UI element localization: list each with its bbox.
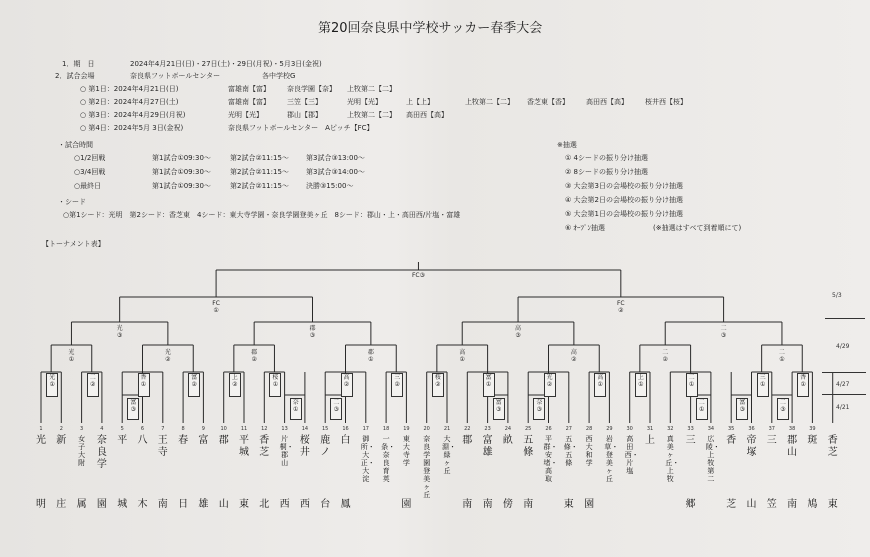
- team-name-bottom: 城: [117, 499, 128, 510]
- r32-match-box: 富 ①: [483, 373, 495, 397]
- qf-match-label: 二 ③: [720, 325, 727, 339]
- team-number: 30: [626, 426, 633, 432]
- team-number: 24: [504, 426, 512, 432]
- team-name: 富雄: [482, 435, 493, 458]
- team-number: 15: [322, 426, 329, 432]
- r32-match-box: 三 ②: [391, 373, 403, 397]
- day-2-venue-6: 香芝東【香】: [527, 98, 569, 106]
- r16-match-label: 光 ①: [68, 349, 75, 363]
- team-name-bottom: 東: [563, 499, 574, 510]
- team-name: 白: [340, 435, 351, 446]
- team-name: 香: [726, 435, 737, 446]
- r1-match-box: 二 ③: [330, 398, 342, 420]
- team-name: 三: [766, 435, 777, 446]
- team-number: 29: [606, 426, 613, 432]
- qf-match-label: 高 ③: [515, 325, 522, 339]
- team-number: 6: [140, 426, 145, 432]
- team-name-bottom: 南: [157, 499, 168, 510]
- team-name: 真美ヶ丘・上牧: [665, 435, 680, 483]
- team-name: 斑: [807, 435, 818, 446]
- team-name-bottom: 郷: [685, 499, 696, 510]
- team-number: 22: [464, 426, 471, 432]
- r16-match-label: 高 ①: [459, 349, 466, 363]
- r16-match-label: 郡 ②: [251, 349, 258, 363]
- round-date: 4/21: [836, 404, 850, 411]
- team-name: 王寺: [157, 435, 168, 458]
- team-name: 畝: [502, 435, 513, 446]
- r32-match-box: 富 ②: [188, 373, 200, 397]
- final-match-label: FC③: [411, 272, 425, 279]
- team-name: 東大寺学: [402, 435, 410, 467]
- time-round-2: ○3/4回戦: [74, 168, 106, 176]
- lottery-5: ⑤ 大会第1日の会場校の振り分け抽選: [565, 210, 683, 218]
- day-2-venue-1: 富雄南【富】: [228, 98, 270, 106]
- team-name-bottom: 笠: [766, 499, 777, 510]
- lottery-note: (※抽選はすべて到着順にて): [653, 224, 742, 232]
- team-name: 香芝: [827, 435, 838, 458]
- team-name-bottom: 雄: [198, 499, 209, 510]
- team-number: 37: [768, 426, 775, 432]
- team-name-bottom: 西: [299, 499, 310, 510]
- team-name: 郡: [462, 435, 473, 446]
- team-name-bottom: 園: [401, 499, 412, 510]
- day-1-venue-3: 上牧第二【二】: [347, 85, 396, 93]
- team-name-bottom: 南: [787, 499, 798, 510]
- day-1-date: ○ 第1日：2024年4月21日(日): [80, 85, 179, 93]
- team-name: 八: [137, 435, 148, 446]
- team-name: 香芝: [259, 435, 270, 458]
- team-number: 14: [301, 426, 309, 432]
- team-name: 平群・安堵・高取: [543, 435, 558, 483]
- time-round-3: ○最終日: [74, 182, 102, 190]
- team-number: 33: [687, 426, 694, 432]
- team-name: 桜井: [299, 435, 310, 458]
- team-number: 26: [545, 426, 552, 432]
- team-name-bottom: 鳩: [807, 499, 818, 510]
- time-3-slot-3: 決勝③15:00～: [306, 182, 354, 190]
- tournament-label: 【トーナメント表】: [42, 240, 105, 248]
- time-1-slot-2: 第2試合②11:15～: [230, 154, 289, 162]
- time-2-slot-3: 第3試合③14:00～: [306, 168, 365, 176]
- day-3-venue-3: 上牧第二【二】: [347, 111, 396, 119]
- team-number: 5: [120, 426, 124, 432]
- time-2-slot-1: 第1試合①09:30～: [152, 168, 211, 176]
- day-4-venue-1: 奈良県フットボールセンター Aピッチ【FC】: [228, 124, 374, 132]
- team-name: 上: [645, 435, 655, 446]
- r1-match-box: 富 ③: [127, 398, 139, 420]
- r32-match-box: 桜 ②: [432, 373, 444, 397]
- r32-match-box: 上 ②: [229, 373, 241, 397]
- team-name: 一条・奈良育英: [381, 435, 396, 483]
- team-name: 光: [36, 435, 46, 446]
- team-name: 鹿ノ: [320, 435, 331, 458]
- team-name-bottom: 山: [218, 499, 229, 510]
- team-number: 3: [80, 426, 84, 432]
- team-name: 五條・五條: [563, 435, 578, 467]
- team-name: 郡山: [787, 435, 798, 458]
- team-number: 7: [161, 426, 165, 432]
- team-number: 12: [261, 426, 268, 432]
- team-name: 奈良学: [96, 435, 107, 470]
- team-name-bottom: 南: [462, 499, 473, 510]
- time-3-slot-2: 第2試合②11:15～: [230, 182, 289, 190]
- round-date: 5/3: [832, 292, 842, 299]
- team-name: 三: [685, 435, 696, 446]
- r1-match-box: 富 ③: [736, 398, 748, 420]
- team-number: 4: [100, 426, 104, 432]
- team-number: 13: [281, 426, 288, 432]
- team-name-bottom: 木: [137, 499, 148, 510]
- venue-label: 2．試合会場: [55, 72, 95, 80]
- r32-match-box: 二 ①: [686, 373, 698, 397]
- team-name-bottom: 明: [36, 499, 46, 510]
- r32-match-box: 香 ①: [138, 373, 150, 397]
- r16-match-label: 二 ②: [662, 349, 669, 363]
- team-number: 21: [443, 426, 451, 432]
- team-number: 11: [240, 426, 248, 432]
- r16-match-label: 二 ①: [778, 349, 785, 363]
- team-name: 御所・大正・大淀: [360, 435, 375, 483]
- day-2-venue-3: 光明【光】: [347, 98, 382, 106]
- team-name: 五條: [523, 435, 534, 458]
- team-number: 28: [585, 426, 593, 432]
- r32-match-box: 二 ②: [87, 373, 99, 397]
- sf-match-label: FC ①: [212, 300, 220, 314]
- team-name-bottom: 庄: [56, 499, 67, 510]
- team-name: 高田西・片塩: [624, 435, 639, 475]
- team-number: 2: [59, 426, 63, 432]
- time-label: ・試合時間: [58, 141, 93, 149]
- team-number: 31: [646, 426, 654, 432]
- r1-match-box: 奈 ①: [290, 398, 302, 420]
- team-number: 1: [39, 426, 43, 432]
- time-2-slot-2: 第2試合②11:15～: [230, 168, 289, 176]
- team-name: 広陵・上牧第二: [705, 435, 720, 483]
- team-name-bottom: 鳳: [340, 499, 351, 510]
- day-2-date: ○ 第2日：2024年4月27日(土): [80, 98, 179, 106]
- time-1-slot-3: 第3試合③13:00～: [306, 154, 365, 162]
- sf-match-label: FC ②: [616, 300, 625, 314]
- r32-match-box: 高 ①: [594, 373, 606, 397]
- date-divider: [822, 394, 866, 395]
- team-name-bottom: 南: [482, 499, 493, 510]
- team-number: 17: [362, 426, 369, 432]
- time-3-slot-1: 第1試合①09:30～: [152, 182, 211, 190]
- venue-value: 奈良県フットボールセンター: [130, 72, 221, 80]
- team-number: 27: [565, 426, 572, 432]
- r32-match-box: 三 ①: [757, 373, 769, 397]
- round-date: 4/27: [836, 381, 850, 388]
- team-number: 9: [201, 426, 205, 432]
- lottery-4: ④ 大会第2日の会場校の振り分け抽選: [565, 196, 683, 204]
- team-name-bottom: 園: [584, 499, 595, 510]
- time-1-slot-1: 第1試合①09:30～: [152, 154, 211, 162]
- day-2-venue-5: 上牧第二【二】: [465, 98, 514, 106]
- team-name-bottom: 山: [746, 499, 757, 510]
- r32-match-box: 香 ①: [797, 373, 809, 397]
- r16-match-label: 高 ②: [570, 349, 577, 363]
- day-3-venue-2: 郡山【郡】: [287, 111, 322, 119]
- team-number: 25: [525, 426, 532, 432]
- team-name-bottom: 園: [96, 499, 107, 510]
- team-number: 39: [809, 426, 816, 432]
- team-name-bottom: 東: [239, 499, 249, 510]
- team-name-bottom: 南: [523, 499, 534, 510]
- qf-match-label: 郡 ③: [309, 325, 316, 339]
- r32-match-box: 光 ①: [46, 373, 58, 397]
- team-name-bottom: 西: [279, 499, 290, 510]
- r32-match-box: 光 ②: [544, 373, 556, 397]
- seed-text: ○第1シード：光明 第2シード：香芝東 4シード：東大寺学園・奈良学園登美ヶ丘 8シード：郡山・上・高田西/片塩・富雄: [63, 211, 461, 219]
- team-name: 片桐・郡山: [279, 435, 294, 467]
- team-number: 10: [220, 426, 227, 432]
- day-3-venue-1: 光明【光】: [228, 111, 263, 119]
- r32-match-box: 上 ①: [635, 373, 647, 397]
- team-name: 奈良学園登美ヶ丘: [423, 435, 431, 499]
- team-name: 大淵・緑ヶ丘: [442, 435, 456, 475]
- day-2-venue-4: 上【上】: [406, 98, 434, 106]
- team-name: 岩草・登美ヶ丘: [604, 435, 619, 483]
- team-number: 8: [181, 426, 185, 432]
- team-name: 平城: [239, 435, 249, 458]
- team-name-bottom: 傍: [502, 499, 513, 510]
- day-2-venue-2: 三笠【三】: [287, 98, 322, 106]
- team-number: 18: [382, 426, 390, 432]
- lottery-2: ② 8シードの振り分け抽選: [565, 168, 648, 176]
- r32-match-box: 高 ②: [341, 373, 353, 397]
- day-3-date: ○ 第3日：2024年4月29日(月祝): [80, 111, 186, 119]
- team-name-bottom: 北: [259, 499, 270, 510]
- team-number: 19: [403, 426, 410, 432]
- team-number: 16: [342, 426, 349, 432]
- day-1-venue-2: 奈良学園【奈】: [287, 85, 336, 93]
- period-label: 1．期 日: [62, 60, 95, 68]
- team-name: 西大和学: [585, 435, 593, 467]
- lottery-1: ① 4シードの振り分け抽選: [565, 154, 648, 162]
- day-1-venue-1: 富雄南【富】: [228, 85, 270, 93]
- team-name: 春: [178, 435, 189, 446]
- r16-match-label: 光 ②: [164, 349, 171, 363]
- round-date: 4/29: [836, 343, 850, 350]
- period-value: 2024年4月21日(日)・27日(土)・29日(月祝)・5月3日(金祝): [130, 60, 322, 68]
- lottery-3: ③ 大会第3日の会場校の振り分け抽選: [565, 182, 683, 190]
- team-number: 34: [707, 426, 715, 432]
- team-number: 32: [667, 426, 674, 432]
- time-round-1: ○1/2回戦: [74, 154, 106, 162]
- date-divider: [822, 372, 866, 373]
- r16-match-label: 郡 ①: [367, 349, 374, 363]
- team-name-bottom: 台: [320, 499, 331, 510]
- date-divider: [825, 318, 865, 319]
- r1-match-box: 二 ①: [696, 398, 708, 420]
- lottery-6: ⑥ ｵｰﾌﾟﾝ抽選: [565, 224, 606, 232]
- team-name: 女子大附: [78, 435, 86, 467]
- team-name: 富: [198, 435, 209, 446]
- day-2-venue-7: 高田西【高】: [586, 98, 628, 106]
- team-name-bottom: 属: [76, 499, 87, 510]
- team-name: 郡: [218, 435, 229, 446]
- lottery-label: ※抽選: [557, 141, 577, 149]
- team-number: 20: [423, 426, 430, 432]
- day-4-date: ○ 第4日：2024年5月 3日(金祝): [80, 124, 184, 132]
- team-number: 36: [748, 426, 755, 432]
- venue-value-2: 各中学校G: [262, 72, 296, 80]
- team-name: 平: [117, 435, 128, 446]
- team-name-bottom: 芝: [726, 499, 737, 510]
- team-number: 35: [728, 426, 735, 432]
- qf-match-label: 光 ③: [116, 325, 123, 339]
- r32-match-box: 桜 ①: [269, 373, 281, 397]
- team-number: 38: [788, 426, 796, 432]
- team-name-bottom: 日: [178, 499, 189, 510]
- team-name-bottom: 東: [827, 499, 838, 510]
- team-name: 帝塚: [746, 435, 757, 458]
- team-number: 23: [484, 426, 491, 432]
- page-title: 第20回奈良県中学校サッカー春季大会: [318, 21, 543, 36]
- r1-match-box: 富 ③: [493, 398, 505, 420]
- r1-match-box: 二 ③: [777, 398, 789, 420]
- seed-label: ・シード: [58, 198, 86, 206]
- day-2-venue-8: 桜井西【桜】: [645, 98, 687, 106]
- day-3-venue-4: 高田西【高】: [406, 111, 448, 119]
- team-name: 新: [56, 435, 67, 446]
- r1-match-box: 奈 ③: [533, 398, 545, 420]
